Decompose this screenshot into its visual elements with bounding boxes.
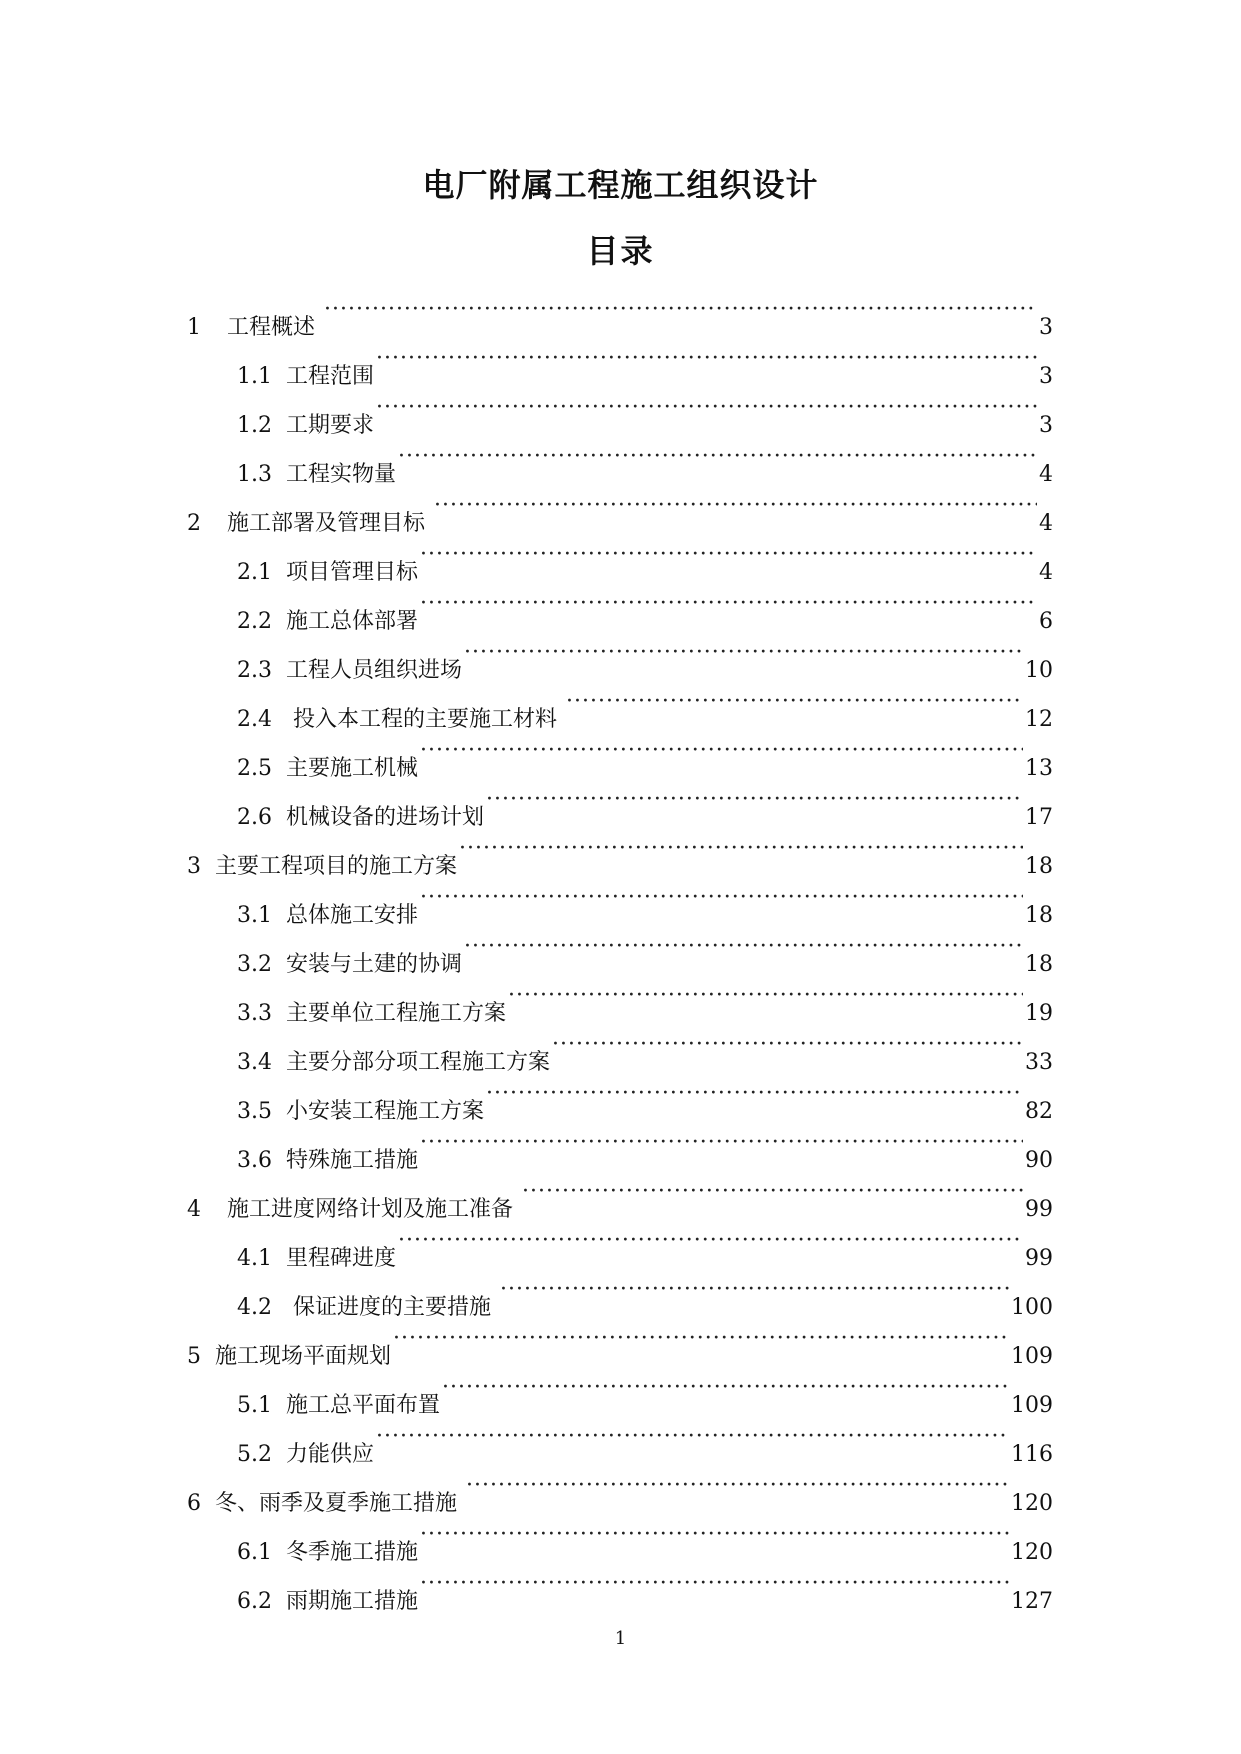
toc-entry-number: 1.2 [237,413,272,438]
toc-entry-label: 施工进度网络计划及施工准备 [227,1197,520,1222]
toc-entry-page: 99 [1025,1246,1053,1271]
toc-entry-number: 4.1 [237,1246,272,1271]
toc-dot-leader [486,775,1023,824]
toc-entry-label: 施工部署及管理目标 [227,511,432,536]
toc-dot-leader [464,628,1023,677]
toc-entry-label: 里程碑进度 [286,1246,397,1271]
toc-entry-label: 主要分部分项工程施工方案 [286,1050,551,1075]
toc-entry-number: 4 [187,1197,201,1222]
toc-entry-label: 工程人员组织进场 [286,658,463,683]
toc-entry-page: 90 [1025,1148,1053,1173]
toc-entry-page: 18 [1025,952,1053,977]
toc-dot-leader [420,1118,1023,1167]
toc-dot-leader [398,432,1037,481]
toc-entry-label: 投入本工程的主要施工材料 [286,707,564,732]
toc-entry-page: 3 [1039,364,1053,389]
toc-entry-number: 5.2 [237,1442,272,1467]
toc-entry-page: 120 [1011,1491,1053,1516]
toc-entry-page: 12 [1025,707,1053,732]
toc-entry-page: 17 [1025,805,1053,830]
toc-entry-label: 主要工程项目的施工方案 [215,854,458,879]
toc-entry-page: 99 [1025,1197,1053,1222]
toc-entry-number: 3.5 [237,1099,272,1124]
toc-entry-page: 13 [1025,756,1053,781]
toc-entry-number: 3.6 [237,1148,272,1173]
toc-entry-page: 100 [1011,1295,1053,1320]
toc-entry-page: 4 [1039,511,1053,536]
toc-entry-label: 总体施工安排 [286,903,419,928]
toc-dot-leader [420,1510,1009,1559]
toc-entry-label: 特殊施工措施 [286,1148,419,1173]
toc-entry-number: 3.1 [237,903,272,928]
toc-dot-leader [420,726,1023,775]
toc-dot-leader [459,824,1023,873]
toc-entry-number: 2 [187,511,201,536]
toc-entry-label: 小安装工程施工方案 [286,1099,485,1124]
toc-entry-label: 安装与土建的协调 [286,952,463,977]
toc-entry-number: 6.2 [237,1589,272,1614]
toc-entry-number: 6.1 [237,1540,272,1565]
toc-dot-leader [552,1020,1023,1069]
toc-entry-number: 2.2 [237,609,272,634]
toc-entry-page: 109 [1011,1344,1053,1369]
toc-entry-number: 3.2 [237,952,272,977]
toc-dot-leader [420,579,1037,628]
toc-dot-leader [486,1069,1023,1118]
toc-entry-label: 机械设备的进场计划 [286,805,485,830]
toc-dot-leader [420,530,1037,579]
toc-entry-number: 3.4 [237,1050,272,1075]
toc-entry-label: 工程实物量 [286,462,397,487]
page-number: 1 [614,1628,627,1649]
toc-entry-label: 雨期施工措施 [286,1589,419,1614]
toc-entry-page: 18 [1025,854,1053,879]
toc-entry-label: 工程范围 [286,364,375,389]
toc-entry-page: 120 [1011,1540,1053,1565]
toc-dot-leader [376,1412,1009,1461]
toc-entry-number: 1.1 [237,364,272,389]
toc-dot-leader [466,1461,1009,1510]
toc-entry-page: 3 [1039,315,1053,340]
document-title: 电厂附属工程施工组织设计 [422,166,819,204]
toc-dot-leader [522,1167,1023,1216]
toc-entry-number: 5.1 [237,1393,272,1418]
toc-entry-page: 3 [1039,413,1053,438]
toc-entry-number: 5 [187,1344,201,1369]
toc-dot-leader [500,1265,1009,1314]
toc-dot-leader [434,481,1037,530]
toc-entry-label: 冬季施工措施 [286,1540,419,1565]
toc-dot-leader [566,677,1023,726]
toc-dot-leader [464,922,1023,971]
toc-entry-number: 2.3 [237,658,272,683]
toc-dot-leader [442,1363,1009,1412]
toc-entry-page: 82 [1025,1099,1053,1124]
toc-entry-number: 1.3 [237,462,272,487]
toc-entry-label: 项目管理目标 [286,560,419,585]
toc-dot-leader [508,971,1023,1020]
toc-entry-page: 18 [1025,903,1053,928]
table-of-contents [187,285,1053,1614]
toc-dot-leader [376,383,1037,432]
toc-entry-label: 主要单位工程施工方案 [286,1001,507,1026]
toc-entry-page: 19 [1025,1001,1053,1026]
toc-entry-label: 工程概述 [227,315,322,340]
toc-entry-page: 116 [1011,1442,1053,1467]
toc-dot-leader [393,1314,1009,1363]
toc-entry-number: 6 [187,1491,201,1516]
toc-entry-label: 施工现场平面规划 [215,1344,392,1369]
toc-entry-page: 4 [1039,462,1053,487]
toc-entry-label: 力能供应 [286,1442,375,1467]
toc-entry-number: 2.6 [237,805,272,830]
toc-dot-leader [324,285,1037,334]
toc-dot-leader [398,1216,1023,1265]
toc-entry-page: 127 [1011,1589,1053,1614]
toc-dot-leader [420,873,1023,922]
toc-entry-page: 10 [1025,658,1053,683]
toc-entry-number: 2.5 [237,756,272,781]
toc-entry-page: 6 [1039,609,1053,634]
toc-entry-page: 33 [1025,1050,1053,1075]
toc-entry-label: 施工总平面布置 [286,1393,441,1418]
toc-entry-label: 冬、雨季及夏季施工措施 [215,1491,464,1516]
toc-entry-number: 3 [187,854,201,879]
toc-entry-number: 1 [187,315,201,340]
toc-dot-leader [376,334,1037,383]
toc-dot-leader [420,1559,1009,1608]
toc-entry-number: 4.2 [237,1295,272,1320]
toc-entry-number: 2.4 [237,707,272,732]
toc-entry-number: 3.3 [237,1001,272,1026]
toc-entry-page: 109 [1011,1393,1053,1418]
toc-entry[interactable] [187,285,1053,340]
toc-heading: 目录 [586,232,655,270]
toc-entry-label: 施工总体部署 [286,609,419,634]
toc-entry-label: 主要施工机械 [286,756,419,781]
toc-entry-label: 工期要求 [286,413,375,438]
toc-entry-label: 保证进度的主要措施 [286,1295,498,1320]
toc-entry-number: 2.1 [237,560,272,585]
toc-entry-page: 4 [1039,560,1053,585]
